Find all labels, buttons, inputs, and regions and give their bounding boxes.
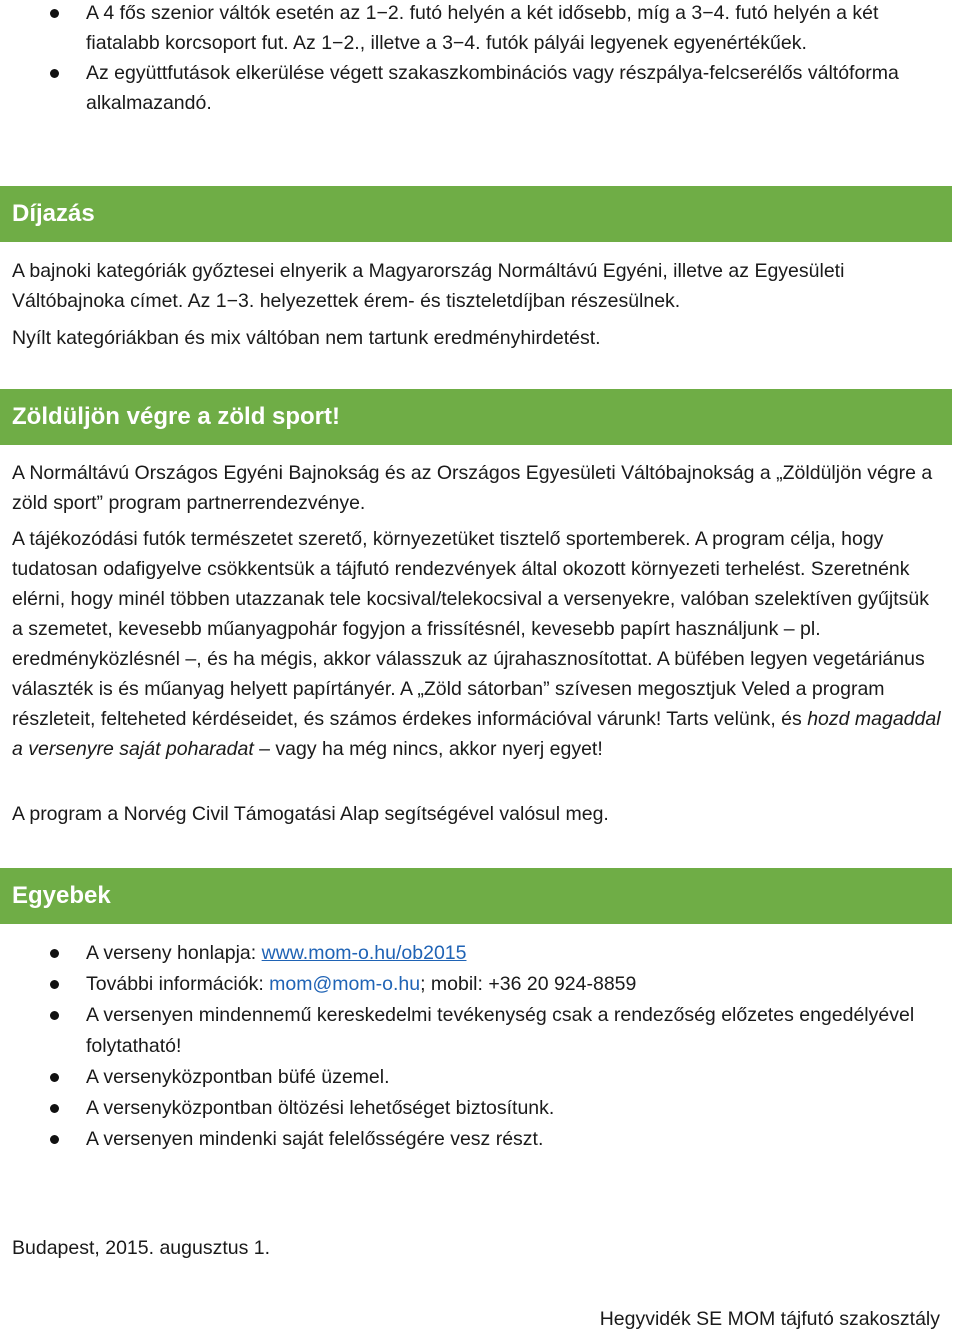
list-item	[0, 1000, 952, 1062]
zold-program-text: A tájékozódási futók természetet szerető, környezetüket tisztelő sportemberek. A program célja, hogy tudatosan odafigyelve csökkentsük a tájfutó rendezvények által okozott környezeti terhelést. Szeretnénk elérni, hogy minél többen utazzanak tele kocsival/telekocsival a versenyekre, valóban szelektíven gyűjtsük a szemetet, kevesebb műanyagpohár fogyjon a frissítésnél, kevesebb papírt használjunk – pl. eredményközlésnél –, és ha mégis, akkor válasszuk az újrahasznosítottat. A büfében legyen vegetáriánus választék is és műanyag helyett papírtányér. A „Zöld sátorban” szívesen megosztjuk Veled a program részleteit, felteheted kérdéseidet, és számos érdekes információval várunk! Tarts velünk, és	[12, 528, 929, 730]
bullet-icon	[50, 1011, 59, 1020]
homepage-link[interactable]: www.mom-o.hu/ob2015	[261, 942, 467, 964]
section-heading-dijazas: Díjazás	[0, 186, 952, 242]
bullet-icon	[50, 69, 59, 78]
list-item	[0, 0, 952, 58]
section-heading-egyebek: Egyebek	[0, 868, 952, 924]
bullet-icon	[50, 9, 59, 18]
egyebek-bullet-list	[0, 938, 952, 1155]
info-label: További információk:	[86, 973, 270, 995]
bullet-icon	[50, 980, 59, 989]
list-item	[0, 938, 952, 969]
bullet-icon	[50, 1104, 59, 1113]
zold-program-text-end: – vagy ha még nincs, akkor nyerj egyet!	[253, 738, 603, 760]
zold-intro-paragraph: A Normáltávú Országos Egyéni Bajnokság és az Országos Egyesületi Váltóbajnokság a „Zöldüljön végre a zöld sport” program partnerrendezvénye.	[12, 462, 933, 514]
bullet-text: A 4 fős szenior váltók esetén az 1−2. futó helyén a két idősebb, míg a 3−4. futó helyén a két fiatalabb korcsoport fut. Az 1−2., illetve a 3−4. futók pályái legyenek egyenértékűek.	[86, 2, 879, 54]
bullet-text: Az együttfutások elkerülése végett szakaszkombinációs vagy részpálya-felcserélős váltóforma alkalmazandó.	[86, 62, 899, 114]
date-line: Budapest, 2015. augusztus 1.	[12, 1237, 271, 1259]
email-link[interactable]: mom@mom-o.hu	[269, 973, 421, 995]
signature: Hegyvidék SE MOM tájfutó szakosztály	[599, 1308, 940, 1330]
bullet-icon	[50, 949, 59, 958]
bullet-text: A versenyen mindennemű kereskedelmi tevékenység csak a rendezőség előzetes engedélyével folytatható!	[86, 1004, 915, 1057]
bullet-text: A versenyközpontban büfé üzemel.	[86, 1066, 390, 1088]
zold-funding-paragraph: A program a Norvég Civil Támogatási Alap segítségével valósul meg.	[12, 803, 609, 825]
list-item	[0, 1124, 952, 1155]
zold-program-paragraph	[12, 524, 942, 764]
zold-program-emphasis: hozd magaddal a versenyre saját poharadat	[12, 708, 941, 760]
list-item	[0, 58, 952, 118]
list-item	[0, 969, 952, 1000]
bullet-icon	[50, 1073, 59, 1082]
bullet-text: A versenyközpontban öltözési lehetőséget biztosítunk.	[86, 1097, 555, 1119]
dijazas-note: Nyílt kategóriákban és mix váltóban nem tartunk eredményhirdetést.	[12, 327, 601, 349]
list-item	[0, 1062, 952, 1093]
top-bullet-list	[0, 0, 952, 118]
dijazas-paragraph: A bajnoki kategóriák győztesei elnyerik a Magyarország Normáltávú Egyéni, illetve az Egyesületi Váltóbajnoka címet. Az 1−3. helyezettek érem- és tiszteletdíjban részesülnek.	[12, 260, 845, 312]
bullet-icon	[50, 1135, 59, 1144]
bullet-text: A versenyen mindenki saját felelősségére vesz részt.	[86, 1128, 544, 1150]
list-item	[0, 1093, 952, 1124]
section-heading-zold-sport: Zöldüljön végre a zöld sport!	[0, 389, 952, 445]
phone-text: ; mobil: +36 20 924-8859	[420, 973, 637, 995]
homepage-label: A verseny honlapja:	[86, 942, 262, 964]
